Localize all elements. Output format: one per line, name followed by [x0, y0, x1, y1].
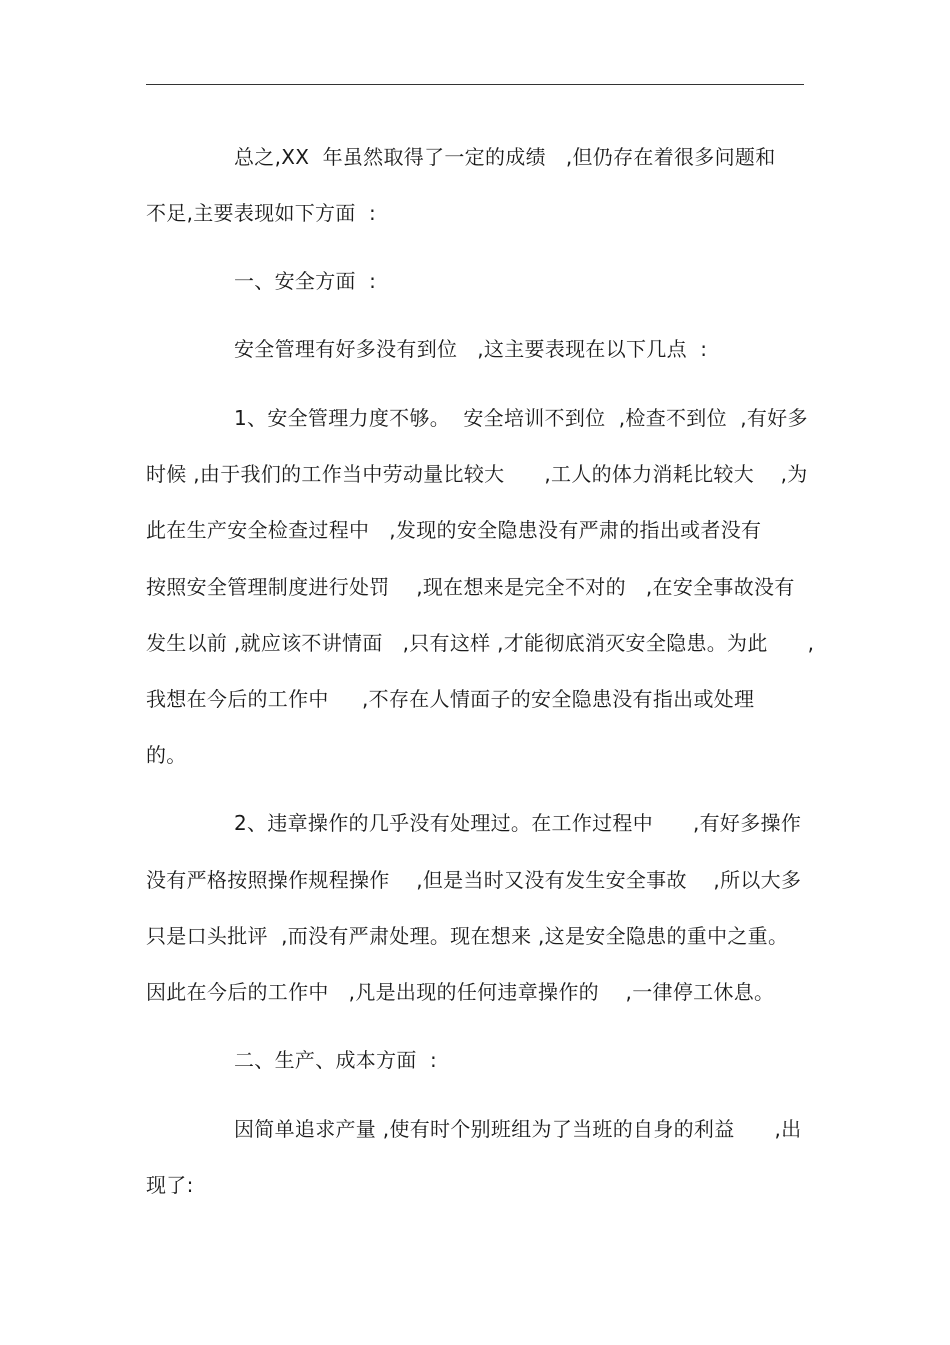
header-rule — [146, 84, 804, 85]
section-heading-safety: 一、安全方面 : — [234, 269, 377, 293]
paragraph-production-line-1: 因简单追求产量 ,使有时个别班组为了当班的自身的利益 ,出 — [234, 1117, 802, 1141]
item-1-line-6: 我想在今后的工作中 ,不存在人情面子的安全隐患没有指出或处理 — [146, 687, 755, 711]
item-1-line-5: 发生以前 ,就应该不讲情面 ,只有这样 ,才能彻底消灭安全隐患。为此 , — [146, 631, 815, 655]
item-2-line-2: 没有严格按照操作规程操作 ,但是当时又没有发生安全事故 ,所以大多 — [146, 868, 802, 892]
item-1-line-7: 的。 — [146, 743, 187, 767]
item-1-line-1: 1、安全管理力度不够。 安全培训不到位 ,检查不到位 ,有好多 — [234, 406, 808, 430]
item-2-line-4: 因此在今后的工作中 ,凡是出现的任何违章操作的 ,一律停工休息。 — [146, 980, 775, 1004]
paragraph-summary-line-2: 不足,主要表现如下方面 : — [146, 201, 377, 225]
section-heading-production-cost: 二、生产、成本方面 : — [234, 1048, 438, 1072]
item-1-line-2: 时候 ,由于我们的工作当中劳动量比较大 ,工人的体力消耗比较大 ,为 — [146, 462, 808, 486]
paragraph-summary-line-1: 总之,XX 年虽然取得了一定的成绩 ,但仍存在着很多问题和 — [234, 145, 776, 169]
item-2-line-3: 只是口头批评 ,而没有严肃处理。现在想来 ,这是安全隐患的重中之重。 — [146, 924, 789, 948]
paragraph-production-line-2: 现了: — [146, 1173, 194, 1197]
item-1-line-4: 按照安全管理制度进行处罚 ,现在想来是完全不对的 ,在安全事故没有 — [146, 575, 795, 599]
item-2-line-1: 2、违章操作的几乎没有处理过。在工作过程中 ,有好多操作 — [234, 811, 802, 835]
paragraph-safety-intro: 安全管理有好多没有到位 ,这主要表现在以下几点 : — [234, 337, 708, 361]
item-1-line-3: 此在生产安全检查过程中 ,发现的安全隐患没有严肃的指出或者没有 — [146, 518, 762, 542]
